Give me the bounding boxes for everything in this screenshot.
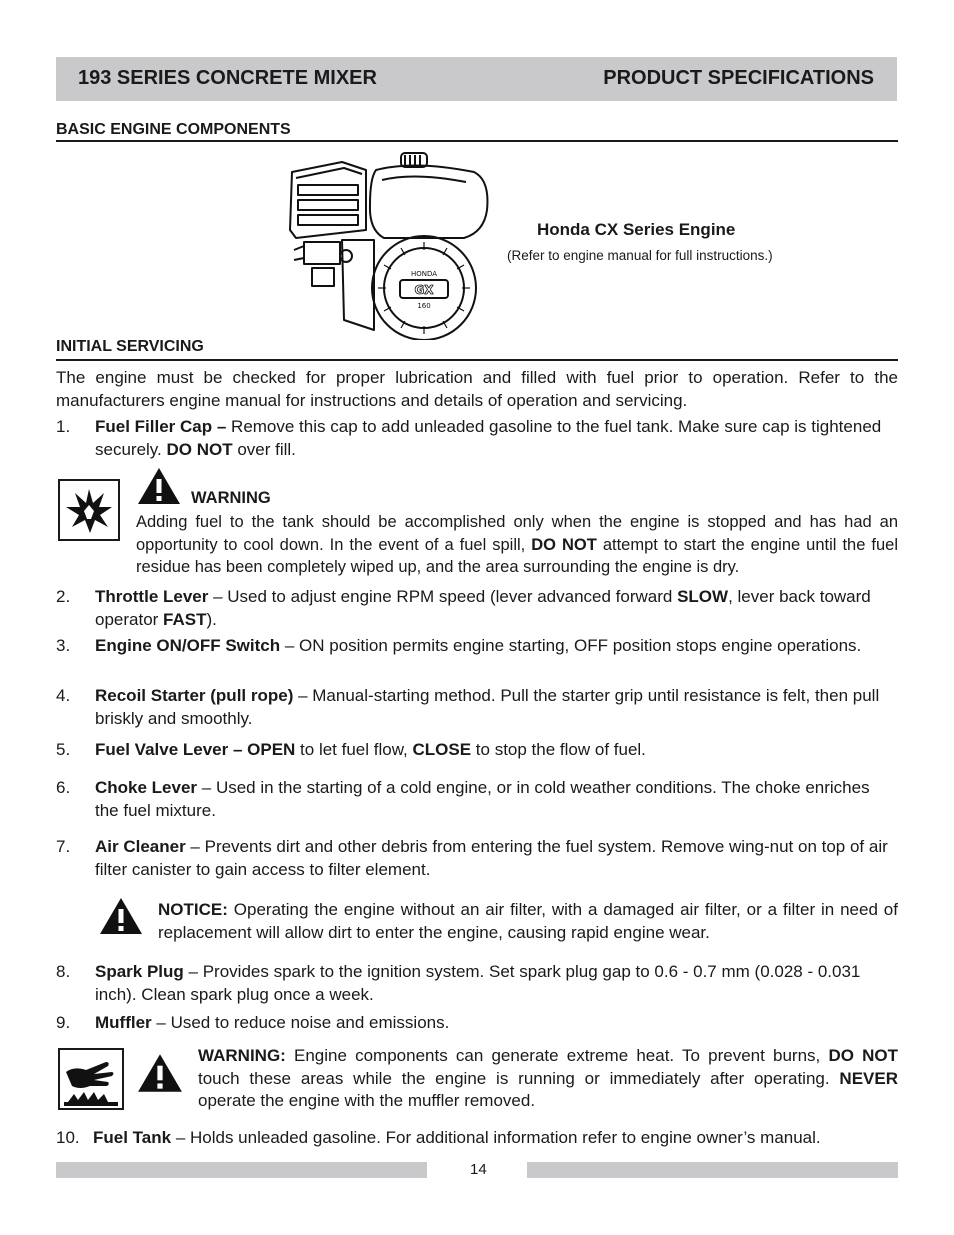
item-recoil-starter: Recoil Starter (pull rope) – Manual-starting method. Pull the starter grip until resistance is felt, then pull briskly and smoothly.: [95, 686, 880, 728]
item-spark-plug: Spark Plug – Provides spark to the ignition system. Set spark plug gap to 0.6 - 0.7 mm (0.028 - 0.031 inch). Clean spark plug once a week.: [95, 962, 861, 1004]
explosion-hazard-icon: [58, 479, 120, 541]
section-rule: [56, 359, 898, 361]
engine-size-text: 160: [417, 302, 431, 310]
footer-bar-left: [56, 1162, 427, 1178]
item-number: 1.: [56, 417, 71, 436]
item-number: 2.: [56, 587, 71, 606]
warning-fuel-text: Adding fuel to the tank should be accomplished only when the engine is stopped and has had an opportunity to cool down. In the event of a fuel spill, DO NOT attempt to start the engine until the fuel residue has been completely wiped up, and the area surrounding the engine is dry.: [136, 513, 898, 576]
burn-hazard-icon: [58, 1048, 124, 1110]
warning-heat-text: WARNING: Engine components can generate extreme heat. To prevent burns, DO NOT touch these areas while the engine is running or immediately after operating. NEVER operate the engine with the muffler removed.: [198, 1046, 898, 1110]
item-fuel-valve: Fuel Valve Lever – OPEN to let fuel flow, CLOSE to stop the flow of fuel.: [95, 740, 646, 759]
engine-logo-text: HONDA: [410, 270, 438, 278]
item-number: 9.: [56, 1013, 71, 1032]
page-number: 14: [470, 1161, 487, 1178]
section-title-basic-engine: BASIC ENGINE COMPONENTS: [56, 121, 291, 138]
item-fuel-tank: Fuel Tank – Holds unleaded gasoline. For additional information refer to engine owner’s manual.: [93, 1128, 821, 1147]
intro-paragraph: The engine must be checked for proper lubrication and filled with fuel prior to operation. Refer to the manufacturers engine manual for instructions and details of operation and servicing.: [56, 368, 898, 410]
item-engine-switch: Engine ON/OFF Switch – ON position permits engine starting, OFF position stops engine operations.: [95, 636, 862, 655]
notice-triangle-icon: [98, 896, 144, 941]
item-throttle-lever: Throttle Lever – Used to adjust engine RPM speed (lever advanced forward SLOW, lever back toward operator FAST).: [95, 587, 871, 629]
section-title-initial-servicing: INITIAL SERVICING: [56, 338, 204, 355]
item-number: 6.: [56, 778, 71, 797]
footer-bar-right: [527, 1162, 898, 1178]
warning-triangle-icon: [136, 1052, 184, 1099]
item-number: 7.: [56, 837, 71, 856]
notice-text: NOTICE: Operating the engine without an air filter, with a damaged air filter, or a filter in need of replacement will allow dirt to enter the engine, causing rapid engine wear.: [158, 900, 898, 942]
item-number: 4.: [56, 686, 71, 705]
item-muffler: Muffler – Used to reduce noise and emissions.: [95, 1013, 450, 1032]
engine-model-text: GX: [414, 283, 434, 297]
item-choke-lever: Choke Lever – Used in the starting of a cold engine, or in cold weather conditions. The choke enriches the fuel mixture.: [95, 778, 870, 820]
engine-note: (Refer to engine manual for full instructions.): [507, 248, 773, 263]
engine-caption: Honda CX Series Engine: [537, 220, 736, 239]
item-air-cleaner: Air Cleaner – Prevents dirt and other debris from entering the fuel system. Remove wing-nut on top of air filter canister to gain access to filter element.: [95, 837, 888, 879]
item-number: 3.: [56, 636, 71, 655]
header-section: PRODUCT SPECIFICATIONS: [603, 67, 874, 89]
item-number: 8.: [56, 962, 71, 981]
section-rule: [56, 140, 898, 142]
item-number: 10.: [56, 1128, 80, 1147]
header-title: 193 SERIES CONCRETE MIXER: [78, 67, 377, 89]
warning-label: WARNING: [191, 489, 271, 507]
warning-triangle-icon: [136, 466, 182, 511]
item-fuel-filler-cap: Fuel Filler Cap – Remove this cap to add unleaded gasoline to the fuel tank. Make sure cap is tightened securely. DO NOT over fill.: [95, 417, 882, 459]
item-number: 5.: [56, 740, 71, 759]
engine-illustration: [284, 150, 494, 340]
